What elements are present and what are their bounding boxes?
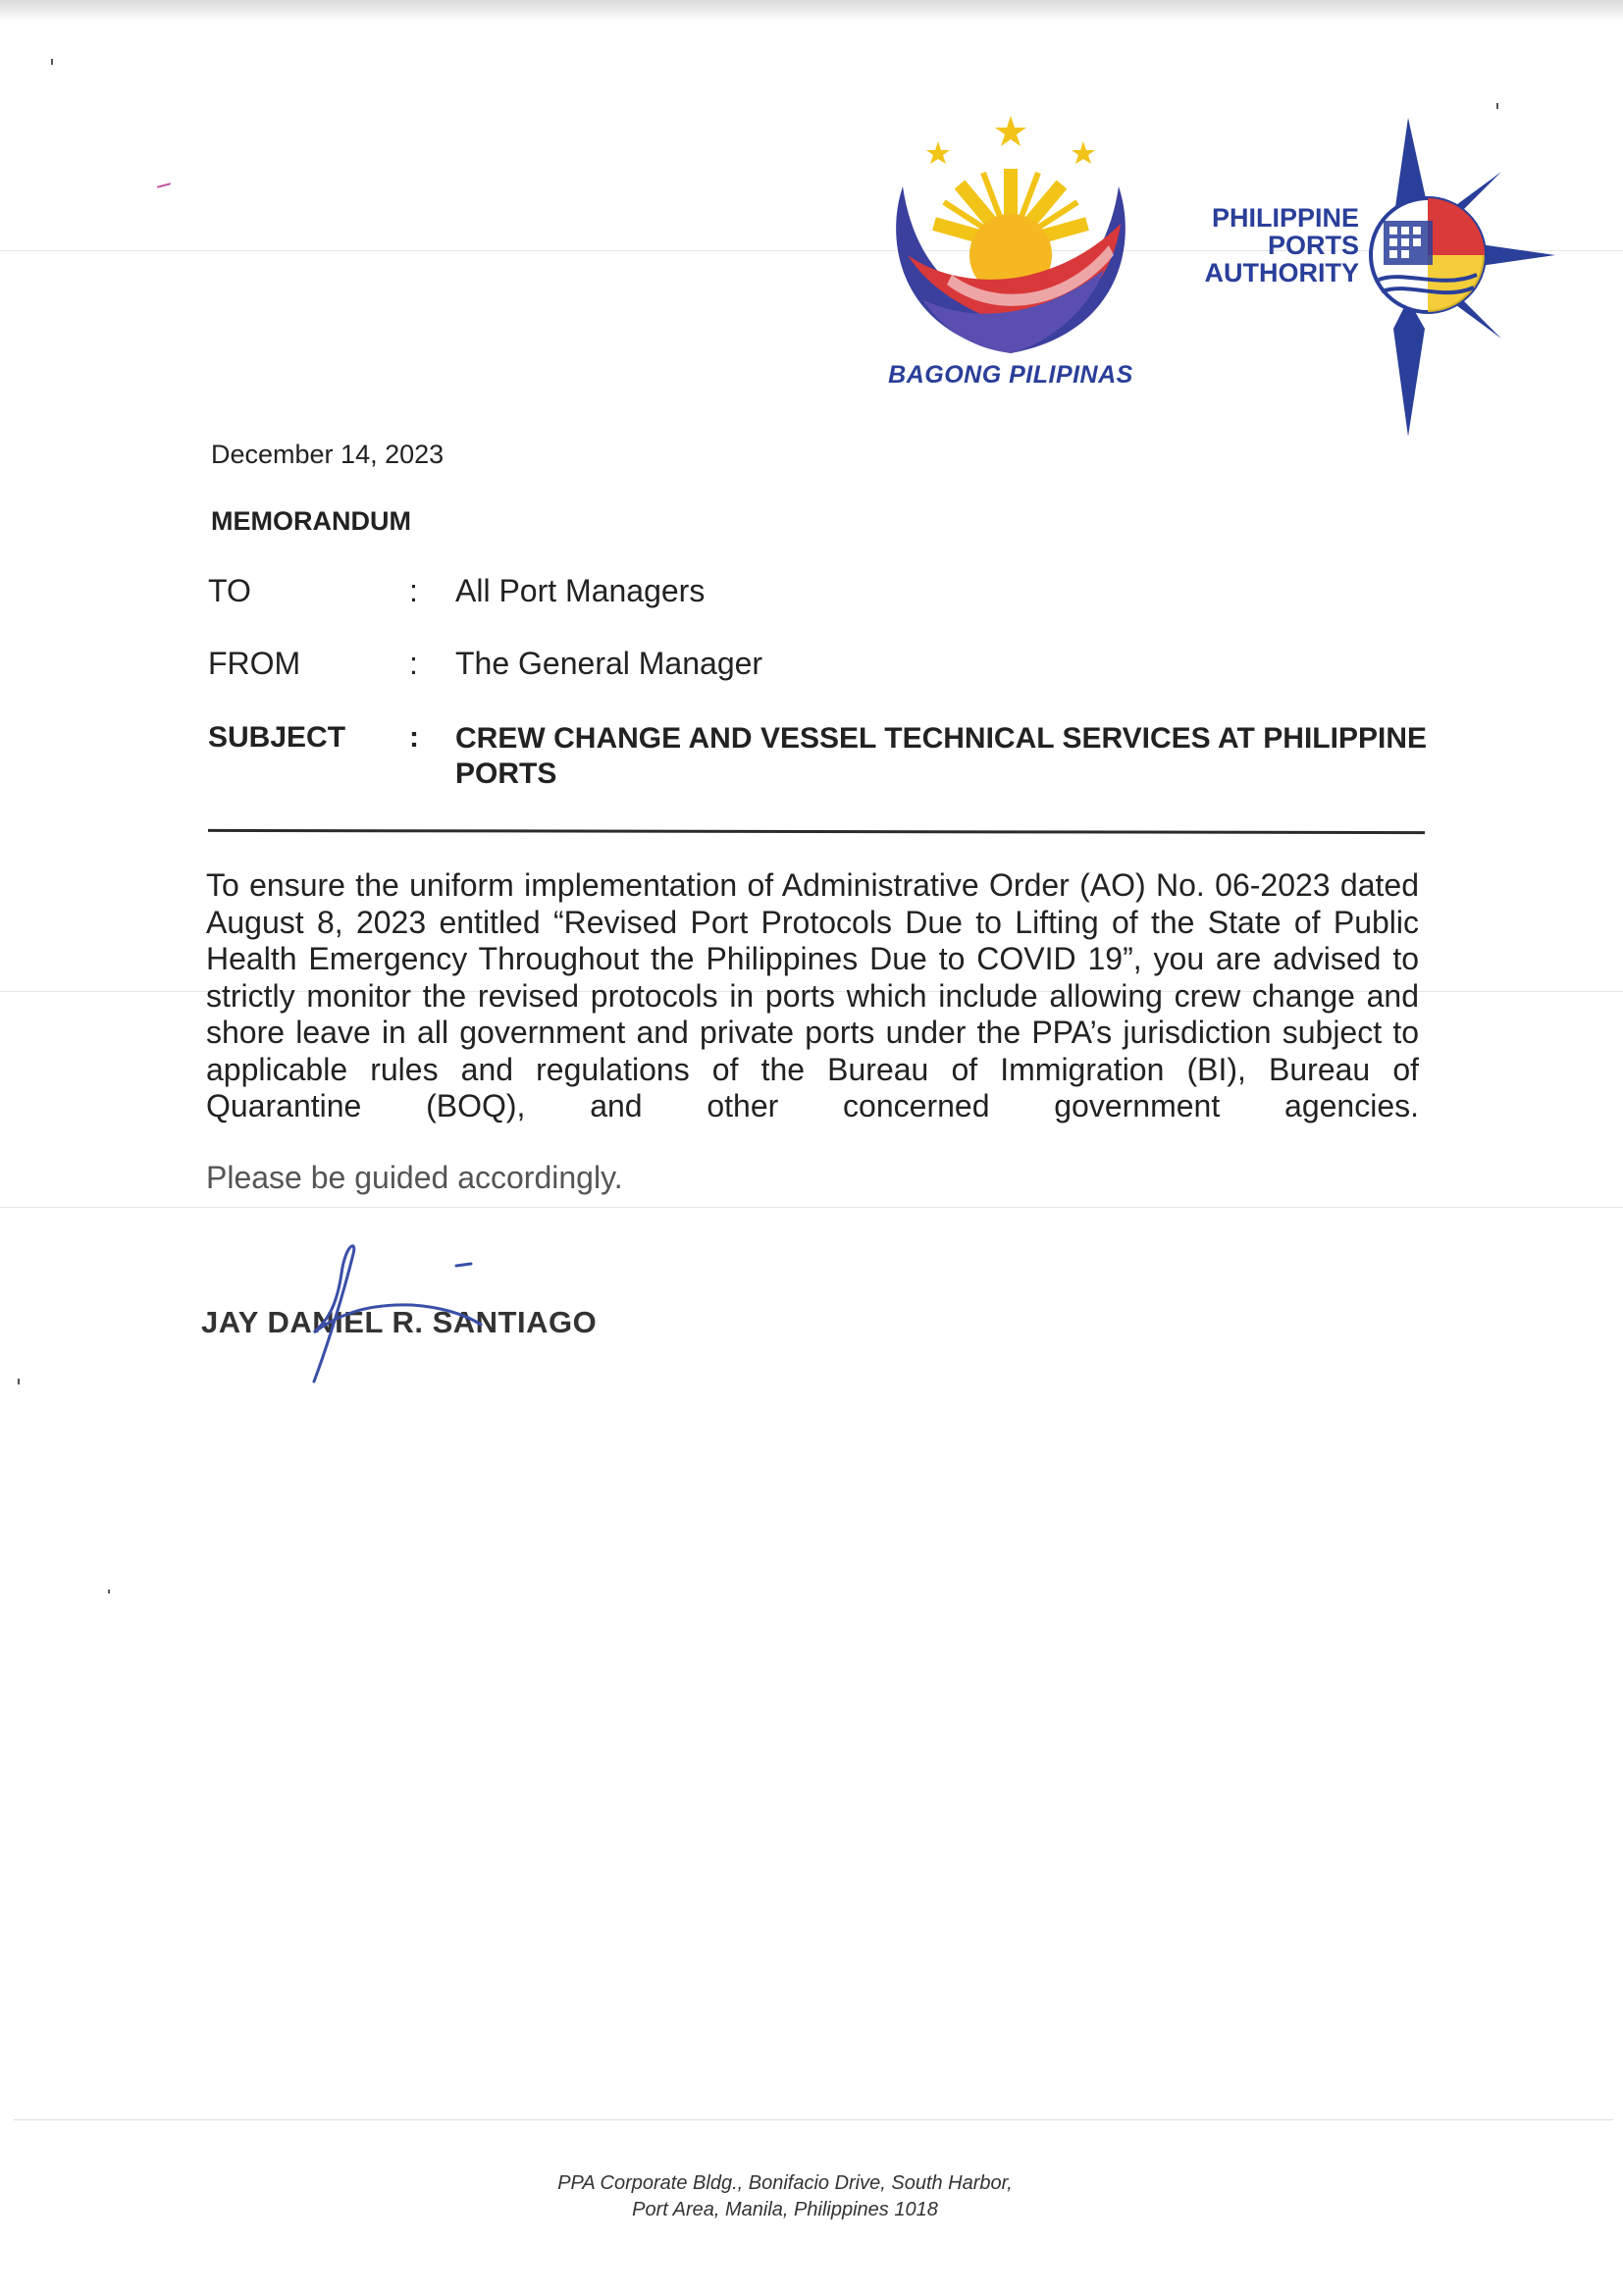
ppa-line: AUTHORITY (1204, 258, 1359, 287)
from-colon: : (409, 646, 418, 681)
memo-date: December 14, 2023 (211, 440, 445, 469)
scan-artifact-line (0, 1207, 1623, 1208)
scan-speck (1496, 103, 1498, 109)
memo-closing: Please be guided accordingly. (206, 1160, 623, 1195)
memo-title: MEMORANDUM (211, 506, 411, 536)
ppa-wordmark (1158, 204, 1359, 287)
ppa-line: PHILIPPINE (1211, 203, 1359, 233)
to-value: All Port Managers (455, 573, 706, 608)
subject-colon: : (409, 721, 419, 754)
footer-line: PPA Corporate Bldg., Bonifacio Drive, South Harbor, (557, 2172, 1013, 2194)
subject-label: SUBJECT (208, 721, 346, 754)
subject-value: CREW CHANGE AND VESSEL TECHNICAL SERVICES AT PHILIPPINE PORTS (455, 722, 1427, 790)
bagong-pilipinas-logo-icon (864, 108, 1178, 402)
scan-speck (157, 183, 171, 188)
footer-divider (14, 2119, 1613, 2120)
scan-speck (18, 1379, 20, 1384)
scan-speck (51, 59, 53, 65)
footer-address (491, 2170, 1079, 2223)
scan-speck (108, 1590, 110, 1593)
footer-line: Port Area, Manila, Philippines 1018 (632, 2199, 938, 2220)
scan-edge (0, 0, 1623, 22)
handwritten-signature-icon (285, 1234, 520, 1391)
signatory-name: JAY DANIEL R. SANTIAGO (201, 1305, 598, 1339)
ppa-line: PORTS (1267, 231, 1359, 260)
memo-body: To ensure the uniform implementation of Administrative Order (AO) No. 06-2023 dated August 8, 2023 entitled “Revised Port Protocols Due to Lifting of the State of Public Health Emergency Throughout the Philippines Due to COVID 19”, you are advised to strictly monitor the revised protocols in ports which include allowing crew change and shore leave in all government and private ports under the PPA’s jurisdiction subject to applicable rules and regulations of the Bureau of Immigration (BI), Bureau of Quarantine (BOQ), and other concerned government agencies. (206, 867, 1419, 1123)
to-label: TO (208, 573, 251, 608)
bagong-pilipinas-wordmark: BAGONG PILIPINAS (888, 361, 1133, 389)
to-colon: : (409, 573, 418, 608)
header-divider (208, 829, 1425, 834)
from-value: The General Manager (455, 646, 763, 681)
ppa-compass-logo-icon (1354, 113, 1570, 442)
from-label: FROM (208, 646, 301, 681)
